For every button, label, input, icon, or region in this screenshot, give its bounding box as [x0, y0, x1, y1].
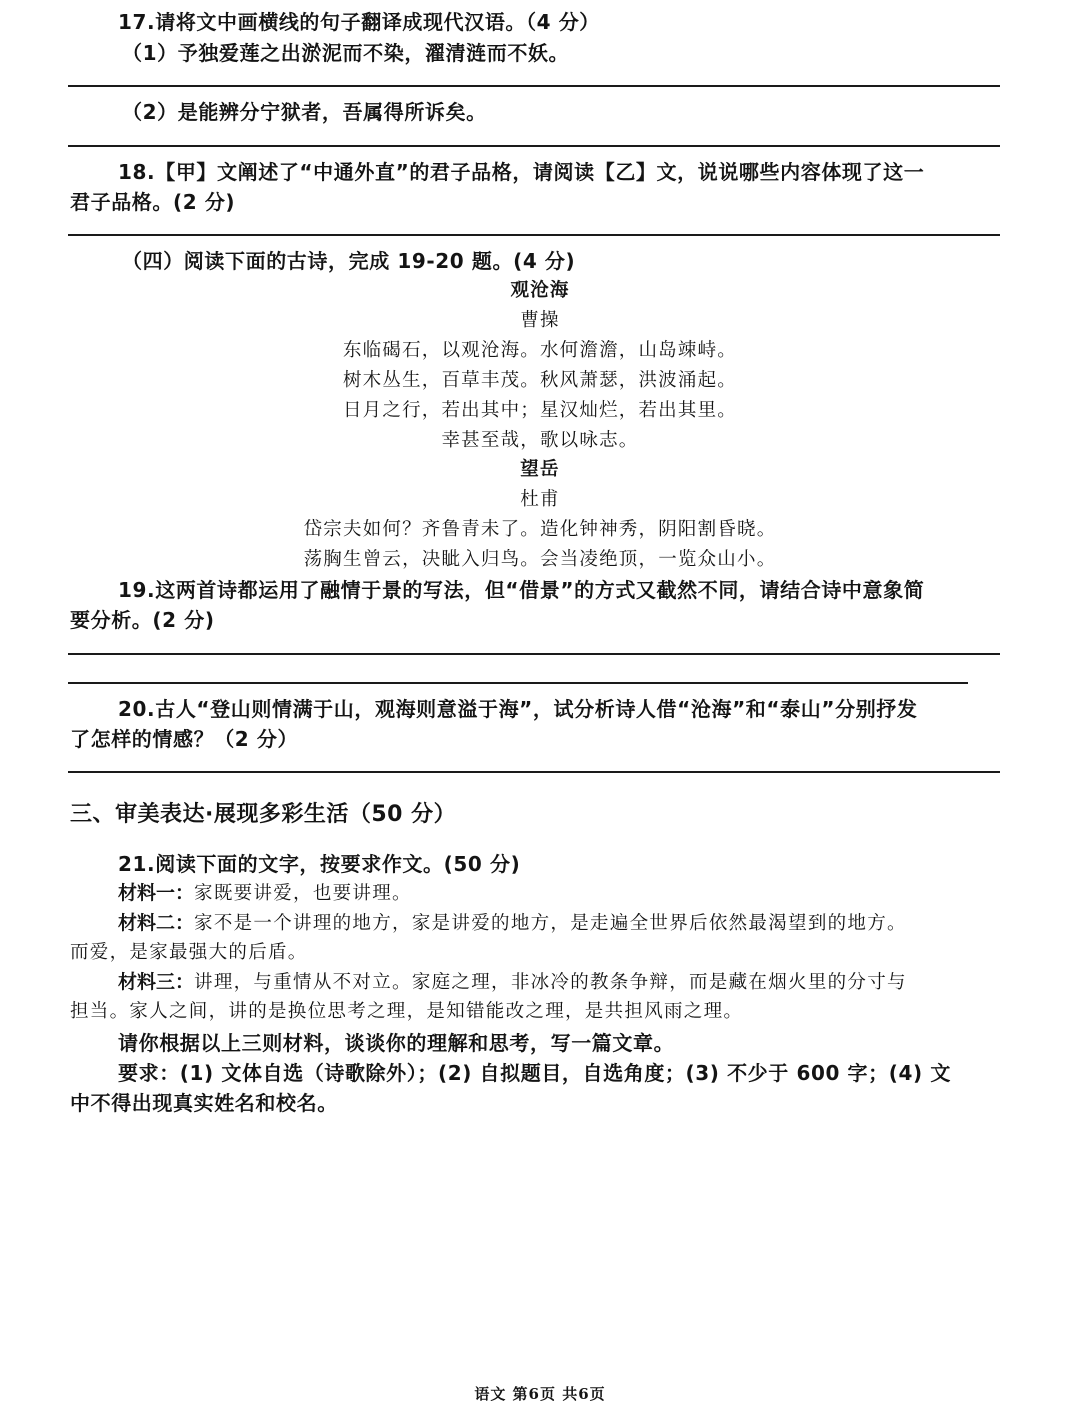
poem2-line: 岱宗夫如何？齐鲁青未了。造化钟神秀，阴阳割昏晓。	[303, 519, 777, 540]
answer-line	[68, 771, 1000, 773]
poem1-author: 曹操	[520, 310, 560, 331]
poem2-line: 荡胸生曾云，决眦入归鸟。会当凌绝顶，一览众山小。	[303, 549, 777, 570]
poem1-line: 日月之行，若出其中；星汉灿烂，若出其里。	[342, 400, 737, 421]
material-1-label: 材料一：	[118, 882, 195, 904]
q21-title: 21.阅读下面的文字，按要求作文。(50 分)	[118, 852, 521, 876]
material-2-text: 家不是一个讲理的地方，家是讲爱的地方，是走遍全世界后依然最渴望到的地方。	[194, 913, 907, 934]
q18-line2: 君子品格。(2 分)	[70, 190, 236, 214]
q21-requirements: 要求：(1) 文体自选（诗歌除外）；(2) 自拟题目，自选角度；(3) 不少于 600 字；(4) 文	[118, 1061, 951, 1085]
q17-title: 17.请将文中画横线的句子翻译成现代汉语。（4 分）	[118, 10, 600, 34]
answer-line	[68, 145, 1000, 147]
material-3-text: 讲理，与重情从不对立。家庭之理，非冰冷的教条争辩，而是藏在烟火里的分寸与	[194, 972, 907, 993]
section3-heading: 三、审美表达·展现多彩生活（50 分）	[70, 802, 457, 827]
answer-line	[68, 653, 1000, 655]
material-2-cont: 而爱，是家最强大的后盾。	[70, 942, 308, 963]
poem1-line: 幸甚至哉，歌以咏志。	[441, 430, 639, 451]
material-2	[118, 908, 907, 935]
q20-line2: 了怎样的情感？（2 分）	[70, 727, 299, 751]
page-footer: 语文 第6页 共6页	[474, 1385, 606, 1403]
material-3-label: 材料三：	[118, 971, 195, 993]
poem2-author: 杜甫	[520, 489, 560, 510]
poem2-title: 望岳	[520, 459, 560, 480]
material-2-label: 材料二：	[118, 912, 195, 934]
q17-sub1: （1）予独爱莲之出淤泥而不染，濯清涟而不妖。	[122, 41, 570, 65]
q18-line1: 18.【甲】文阐述了“中通外直”的君子品格，请阅读【乙】文，说说哪些内容体现了这一	[118, 160, 925, 184]
q19-line2: 要分析。(2 分)	[70, 608, 215, 632]
answer-line	[68, 85, 1000, 87]
poem1-line: 树木丛生，百草丰茂。秋风萧瑟，洪波涌起。	[342, 370, 737, 391]
poem1-line: 东临碣石，以观沧海。水何澹澹，山岛竦峙。	[342, 340, 737, 361]
q17-sub2: （2）是能辨分宁狱者，吾属得所诉矣。	[122, 100, 487, 124]
part4-instruction: （四）阅读下面的古诗，完成 19-20 题。(4 分)	[122, 249, 576, 273]
material-1	[118, 878, 412, 905]
q19-line1: 19.这两首诗都运用了融情于景的写法，但“借景”的方式又截然不同，请结合诗中意象简	[118, 578, 925, 602]
material-1-text: 家既要讲爱，也要讲理。	[194, 883, 412, 904]
answer-line	[68, 234, 1000, 236]
poem1-title: 观沧海	[510, 280, 570, 301]
q20-line1: 20.古人“登山则情满于山，观海则意溢于海”，试分析诗人借“沧海”和“泰山”分别抒发	[118, 697, 918, 721]
material-3-cont: 担当。家人之间，讲的是换位思考之理，是知错能改之理，是共担风雨之理。	[70, 1001, 744, 1022]
q21-prompt: 请你根据以上三则材料，谈谈你的理解和思考，写一篇文章。	[118, 1031, 675, 1055]
material-3	[118, 967, 907, 994]
answer-line	[68, 682, 968, 684]
q21-requirements-cont: 中不得出现真实姓名和校名。	[70, 1091, 338, 1115]
